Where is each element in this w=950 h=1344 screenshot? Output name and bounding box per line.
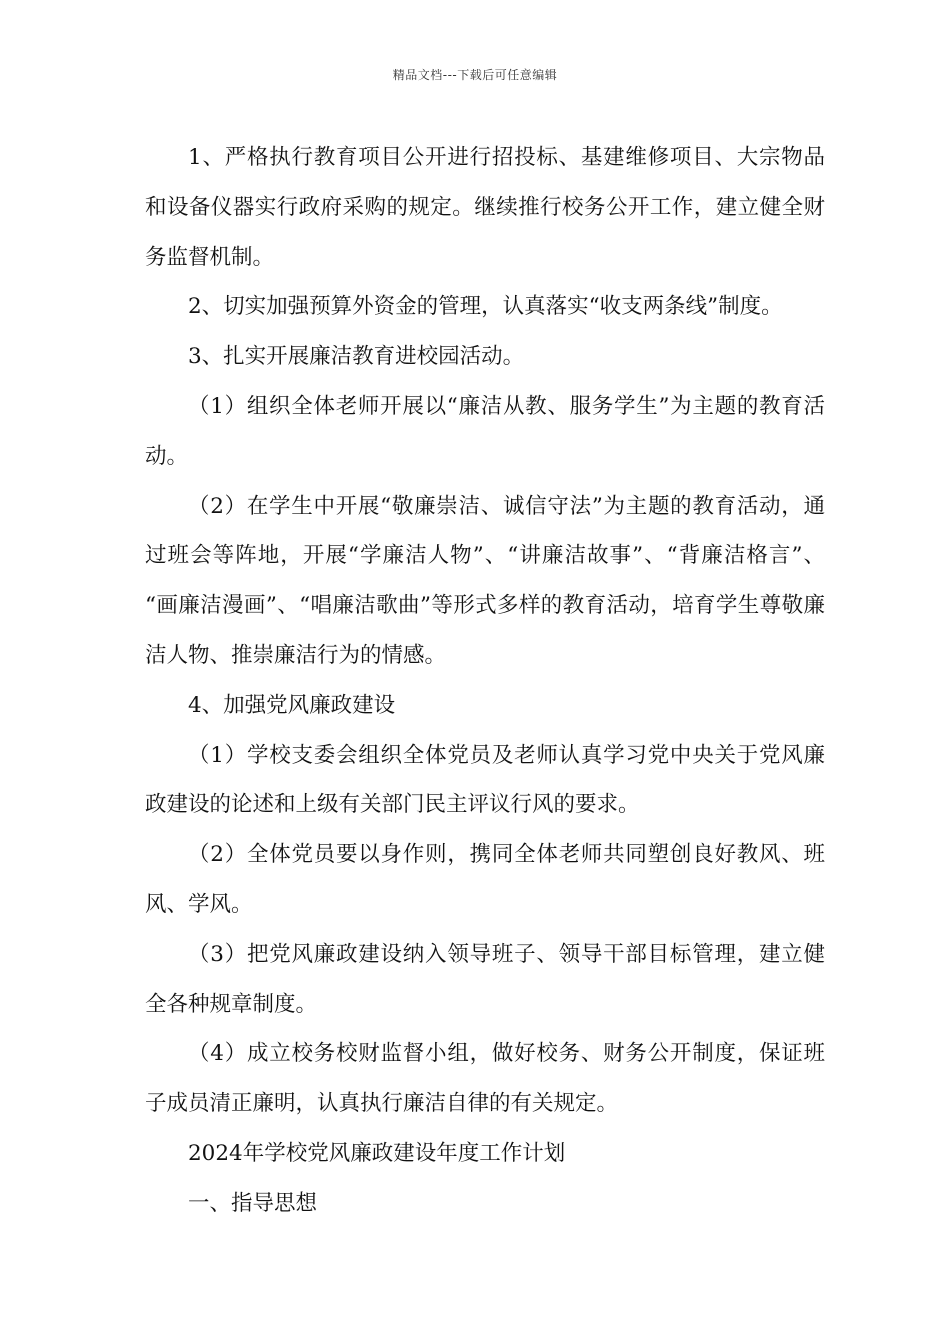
section-title: 2024年学校党风廉政建设年度工作计划 <box>188 1140 566 1166</box>
paragraph-item-1: 1、严格执行教育项目公开进行招投标、基建维修项目、大宗物品和设备仪器实行政府采购的规定。继续推行校务公开工作，建立健全财务监督机制。 <box>145 145 825 270</box>
paragraph-item-2: 2、切实加强预算外资金的管理，认真落实“收支两条线”制度。 <box>188 294 783 320</box>
paragraph-subitem-3-1: （1）组织全体老师开展以“廉洁从教、服务学生”为主题的教育活动。 <box>145 393 825 469</box>
paragraph-subitem-4-4: （4）成立校务校财监督小组，做好校务、财务公开制度，保证班子成员清正廉明，认真执行廉洁自律的有关规定。 <box>145 1041 825 1117</box>
section-heading-guiding-thought: 一、指导思想 <box>188 1190 318 1216</box>
paragraph-subitem-3-2: （2）在学生中开展“敬廉崇洁、诚信守法”为主题的教育活动，通过班会等阵地，开展“学廉洁人物”、“讲廉洁故事”、“背廉洁格言”、 “画廉洁漫画”、“唱廉洁歌曲”等形式多样的教育活动，培育学生尊敬廉洁人物、推崇廉洁行为的情感。 <box>145 493 825 668</box>
paragraph-subitem-4-3: （3）把党风廉政建设纳入领导班子、领导干部目标管理，建立健全各种规章制度。 <box>145 941 825 1017</box>
paragraph-subitem-4-2: （2）全体党员要以身作则，携同全体老师共同塑创良好教风、班风、学风。 <box>145 842 825 917</box>
page-header-watermark: 精品文档---下载后可任意编辑 <box>392 68 558 82</box>
document-body <box>145 133 825 1229</box>
paragraph-item-3: 3、扎实开展廉洁教育进校园活动。 <box>188 344 525 370</box>
paragraph-subitem-4-1: （1）学校支委会组织全体党员及老师认真学习党中央关于党风廉政建设的论述和上级有关部门民主评议行风的要求。 <box>145 742 825 818</box>
paragraph-item-4: 4、加强党风廉政建设 <box>188 692 396 718</box>
